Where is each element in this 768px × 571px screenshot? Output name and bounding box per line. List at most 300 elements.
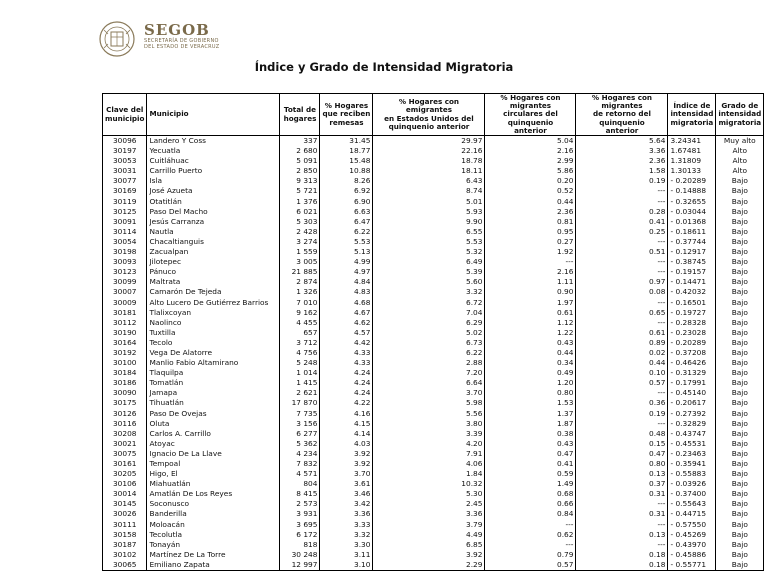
cell-remesas: 4.03 (320, 439, 373, 449)
cell-total: 1 376 (280, 197, 320, 207)
cell-emigrantes: 5.53 (373, 237, 485, 247)
cell-grado: Bajo (716, 388, 764, 398)
table-row (103, 368, 764, 378)
header-line: % Hogares con emigrantes (398, 97, 460, 115)
cell-clave: 30145 (103, 499, 147, 509)
table-row (103, 520, 764, 530)
cell-indice: - 0.32829 (668, 419, 716, 429)
cell-total: 5 721 (280, 186, 320, 196)
cell-total: 7 010 (280, 298, 320, 308)
cell-clave: 30169 (103, 186, 147, 196)
cell-grado: Bajo (716, 520, 764, 530)
cell-total: 2 573 (280, 499, 320, 509)
cell-circulares: 1.11 (485, 277, 576, 287)
cell-grado: Bajo (716, 277, 764, 287)
cell-remesas: 4.84 (320, 277, 373, 287)
cell-emigrantes: 6.85 (373, 540, 485, 550)
cell-grado: Bajo (716, 338, 764, 348)
cell-grado: Bajo (716, 257, 764, 267)
cell-indice: - 0.17991 (668, 378, 716, 388)
cell-retorno: --- (576, 540, 668, 550)
cell-remesas: 31.45 (320, 136, 373, 147)
cell-emigrantes: 6.72 (373, 298, 485, 308)
cell-retorno: 0.57 (576, 378, 668, 388)
cell-total: 2 621 (280, 388, 320, 398)
table-row (103, 348, 764, 358)
cell-grado: Bajo (716, 186, 764, 196)
cell-indice: - 0.44715 (668, 509, 716, 519)
table-row (103, 469, 764, 479)
header-line: intensidad (718, 109, 762, 119)
cell-circulares: 0.41 (485, 459, 576, 469)
cell-retorno: 2.36 (576, 156, 668, 166)
cell-total: 2 850 (280, 166, 320, 176)
header-line: intensidad (670, 109, 714, 119)
cell-indice: - 0.43970 (668, 540, 716, 550)
cell-emigrantes: 6.29 (373, 318, 485, 328)
cell-retorno: 0.31 (576, 509, 668, 519)
cell-clave: 30164 (103, 338, 147, 348)
cell-circulares: --- (485, 540, 576, 550)
table-row (103, 247, 764, 257)
table-row (103, 479, 764, 489)
cell-retorno: 0.89 (576, 338, 668, 348)
cell-clave: 30021 (103, 439, 147, 449)
cell-emigrantes: 3.36 (373, 509, 485, 519)
table-header-row (103, 94, 764, 136)
cell-grado: Bajo (716, 298, 764, 308)
cell-emigrantes: 6.49 (373, 257, 485, 267)
cell-municipio: Tecolutla (147, 530, 280, 540)
cell-municipio: Naolinco (147, 318, 280, 328)
migration-table (102, 93, 764, 571)
cell-municipio: José Azueta (147, 186, 280, 196)
cell-clave: 30053 (103, 156, 147, 166)
table-row (103, 540, 764, 550)
cell-circulares: --- (485, 257, 576, 267)
cell-municipio: Tempoal (147, 459, 280, 469)
cell-indice: - 0.38745 (668, 257, 716, 267)
table-row (103, 308, 764, 318)
cell-circulares: 5.04 (485, 136, 576, 147)
cell-circulares: 0.43 (485, 338, 576, 348)
cell-municipio: Yecuatla (147, 146, 280, 156)
cell-circulares: 1.87 (485, 419, 576, 429)
cell-grado: Bajo (716, 499, 764, 509)
cell-retorno: 0.19 (576, 176, 668, 186)
cell-clave: 30007 (103, 287, 147, 297)
cell-total: 804 (280, 479, 320, 489)
cell-indice: - 0.14888 (668, 186, 716, 196)
cell-circulares: 0.90 (485, 287, 576, 297)
cell-remesas: 4.14 (320, 429, 373, 439)
cell-grado: Bajo (716, 217, 764, 227)
cell-retorno: 0.36 (576, 398, 668, 408)
cell-emigrantes: 5.02 (373, 328, 485, 338)
cell-retorno: 0.97 (576, 277, 668, 287)
cell-circulares: 0.44 (485, 197, 576, 207)
table-row (103, 207, 764, 217)
table-row (103, 550, 764, 560)
cell-grado: Bajo (716, 459, 764, 469)
cell-clave: 30208 (103, 429, 147, 439)
cell-circulares: 0.68 (485, 489, 576, 499)
cell-grado: Bajo (716, 176, 764, 186)
cell-emigrantes: 2.29 (373, 560, 485, 571)
cell-remesas: 4.68 (320, 298, 373, 308)
cell-total: 12 997 (280, 560, 320, 571)
cell-indice: - 0.01368 (668, 217, 716, 227)
cell-circulares: 0.84 (485, 509, 576, 519)
cell-clave: 30181 (103, 308, 147, 318)
cell-municipio: Soconusco (147, 499, 280, 509)
cell-circulares: 0.79 (485, 550, 576, 560)
cell-grado: Bajo (716, 358, 764, 368)
cell-grado: Bajo (716, 509, 764, 519)
cell-total: 7 735 (280, 409, 320, 419)
cell-grado: Bajo (716, 267, 764, 277)
cell-clave: 30100 (103, 358, 147, 368)
header-line: Municipio (149, 109, 189, 119)
cell-retorno: 0.47 (576, 449, 668, 459)
cell-remesas: 3.33 (320, 520, 373, 530)
cell-municipio: Alto Lucero De Gutiérrez Barrios (147, 298, 280, 308)
header-line: de retorno del quinquenio (593, 109, 651, 127)
cell-total: 4 455 (280, 318, 320, 328)
cell-indice: - 0.37400 (668, 489, 716, 499)
cell-clave: 30192 (103, 348, 147, 358)
table-body (103, 136, 764, 571)
cell-emigrantes: 5.39 (373, 267, 485, 277)
table-row (103, 257, 764, 267)
col-grado (716, 94, 764, 136)
cell-circulares: 2.99 (485, 156, 576, 166)
cell-clave: 30075 (103, 449, 147, 459)
header-line: Grado de (721, 101, 759, 111)
col-indice (668, 94, 716, 136)
cell-total: 5 091 (280, 156, 320, 166)
cell-indice: - 0.19157 (668, 267, 716, 277)
cell-remesas: 4.16 (320, 409, 373, 419)
cell-emigrantes: 1.84 (373, 469, 485, 479)
cell-emigrantes: 6.73 (373, 338, 485, 348)
cell-indice: - 0.45531 (668, 439, 716, 449)
cell-circulares: 0.43 (485, 439, 576, 449)
cell-retorno: 0.08 (576, 287, 668, 297)
cell-grado: Bajo (716, 318, 764, 328)
cell-clave: 30077 (103, 176, 147, 186)
header-line: migratoria (718, 117, 762, 127)
cell-circulares: 1.49 (485, 479, 576, 489)
cell-circulares: 0.81 (485, 217, 576, 227)
cell-clave: 30102 (103, 550, 147, 560)
cell-clave: 30014 (103, 489, 147, 499)
cell-grado: Bajo (716, 439, 764, 449)
table-row (103, 166, 764, 176)
cell-total: 7 832 (280, 459, 320, 469)
cell-circulares: 0.47 (485, 449, 576, 459)
cell-grado: Bajo (716, 560, 764, 571)
cell-circulares: 0.80 (485, 388, 576, 398)
cell-grado: Bajo (716, 328, 764, 338)
cell-municipio: Atoyac (147, 439, 280, 449)
cell-remesas: 4.42 (320, 338, 373, 348)
cell-retorno: 0.13 (576, 469, 668, 479)
cell-emigrantes: 5.30 (373, 489, 485, 499)
cell-total: 21 885 (280, 267, 320, 277)
cell-clave: 30125 (103, 207, 147, 217)
header-line: circulares del quinquenio (503, 109, 558, 127)
cell-total: 6 277 (280, 429, 320, 439)
cell-municipio: Tlalixcoyan (147, 308, 280, 318)
cell-municipio: Paso De Ovejas (147, 409, 280, 419)
cell-municipio: Jilotepec (147, 257, 280, 267)
cell-retorno: 0.15 (576, 439, 668, 449)
cell-retorno: --- (576, 237, 668, 247)
cell-circulares: 1.92 (485, 247, 576, 257)
cell-retorno: 0.28 (576, 207, 668, 217)
cell-municipio: Tonayán (147, 540, 280, 550)
cell-circulares: 0.66 (485, 499, 576, 509)
table-row (103, 136, 764, 147)
cell-retorno: 0.19 (576, 409, 668, 419)
cell-retorno: 0.02 (576, 348, 668, 358)
cell-municipio: Emiliano Zapata (147, 560, 280, 571)
cell-emigrantes: 4.06 (373, 459, 485, 469)
col-municipio (147, 94, 280, 136)
cell-municipio: Carlos A. Carrillo (147, 429, 280, 439)
cell-retorno: 0.13 (576, 530, 668, 540)
cell-grado: Bajo (716, 197, 764, 207)
logo-subtitle-1: SECRETARÍA DE GOBIERNO (144, 38, 219, 44)
cell-municipio: Amatlán De Los Reyes (147, 489, 280, 499)
cell-indice: - 0.45140 (668, 388, 716, 398)
table-row (103, 429, 764, 439)
cell-indice: - 0.27392 (668, 409, 716, 419)
cell-emigrantes: 18.11 (373, 166, 485, 176)
cell-clave: 30106 (103, 479, 147, 489)
cell-clave: 30111 (103, 520, 147, 530)
cell-clave: 30031 (103, 166, 147, 176)
cell-grado: Bajo (716, 530, 764, 540)
cell-indice: - 0.18611 (668, 227, 716, 237)
header-line: % Hogares (324, 101, 369, 111)
cell-grado: Bajo (716, 489, 764, 499)
cell-circulares: 0.95 (485, 227, 576, 237)
cell-retorno: 0.10 (576, 368, 668, 378)
table-row (103, 499, 764, 509)
table-row (103, 409, 764, 419)
cell-remesas: 4.99 (320, 257, 373, 267)
state-seal-icon (98, 20, 136, 58)
cell-retorno: 0.37 (576, 479, 668, 489)
header-line: quinquenio anterior (388, 121, 470, 131)
table-row (103, 530, 764, 540)
col-emigrantes (373, 94, 485, 136)
cell-remesas: 3.42 (320, 499, 373, 509)
cell-circulares: 5.86 (485, 166, 576, 176)
cell-grado: Bajo (716, 348, 764, 358)
cell-remesas: 4.24 (320, 388, 373, 398)
header-line: Total de (283, 105, 317, 115)
cell-circulares: 1.53 (485, 398, 576, 408)
cell-grado: Bajo (716, 479, 764, 489)
cell-total: 1 326 (280, 287, 320, 297)
table-row (103, 318, 764, 328)
cell-municipio: Ignacio De La Llave (147, 449, 280, 459)
cell-clave: 30065 (103, 560, 147, 571)
cell-retorno: --- (576, 419, 668, 429)
cell-total: 6 021 (280, 207, 320, 217)
cell-total: 30 248 (280, 550, 320, 560)
cell-grado: Muy alto (716, 136, 764, 147)
cell-total: 5 362 (280, 439, 320, 449)
cell-emigrantes: 6.64 (373, 378, 485, 388)
cell-total: 9 162 (280, 308, 320, 318)
table-row (103, 197, 764, 207)
cell-indice: - 0.20289 (668, 176, 716, 186)
cell-grado: Bajo (716, 378, 764, 388)
cell-municipio: Jamapa (147, 388, 280, 398)
cell-remesas: 8.26 (320, 176, 373, 186)
cell-emigrantes: 5.93 (373, 207, 485, 217)
cell-remesas: 4.15 (320, 419, 373, 429)
cell-grado: Bajo (716, 247, 764, 257)
cell-indice: - 0.46426 (668, 358, 716, 368)
cell-total: 5 248 (280, 358, 320, 368)
cell-total: 1 415 (280, 378, 320, 388)
cell-emigrantes: 8.74 (373, 186, 485, 196)
cell-retorno: 0.80 (576, 459, 668, 469)
cell-total: 17 870 (280, 398, 320, 408)
cell-municipio: Higo, El (147, 469, 280, 479)
col-total-hogares (280, 94, 320, 136)
cell-indice: - 0.55643 (668, 499, 716, 509)
cell-emigrantes: 6.43 (373, 176, 485, 186)
cell-clave: 30009 (103, 298, 147, 308)
header-line: Índice de (673, 101, 711, 111)
cell-remesas: 5.53 (320, 237, 373, 247)
cell-grado: Bajo (716, 368, 764, 378)
cell-clave: 30026 (103, 509, 147, 519)
cell-remesas: 5.13 (320, 247, 373, 257)
col-retorno (576, 94, 668, 136)
header-line: que reciben (322, 109, 371, 119)
cell-municipio: Cuitláhuac (147, 156, 280, 166)
cell-retorno: --- (576, 186, 668, 196)
cell-municipio: Landero Y Coss (147, 136, 280, 147)
cell-clave: 30116 (103, 419, 147, 429)
cell-grado: Bajo (716, 409, 764, 419)
cell-indice: - 0.31329 (668, 368, 716, 378)
cell-circulares: 1.37 (485, 409, 576, 419)
cell-municipio: Miahuatlán (147, 479, 280, 489)
logo-word: SEGOB (144, 21, 210, 39)
cell-total: 6 172 (280, 530, 320, 540)
cell-municipio: Vega De Alatorre (147, 348, 280, 358)
cell-clave: 30054 (103, 237, 147, 247)
cell-municipio: Carrillo Puerto (147, 166, 280, 176)
table-row (103, 237, 764, 247)
cell-circulares: 2.16 (485, 146, 576, 156)
cell-circulares: 1.20 (485, 378, 576, 388)
cell-circulares: 0.52 (485, 186, 576, 196)
cell-total: 657 (280, 328, 320, 338)
cell-grado: Alto (716, 156, 764, 166)
cell-clave: 30158 (103, 530, 147, 540)
cell-indice: 1.30133 (668, 166, 716, 176)
cell-remesas: 6.47 (320, 217, 373, 227)
cell-clave: 30186 (103, 378, 147, 388)
cell-total: 3 274 (280, 237, 320, 247)
table-row (103, 398, 764, 408)
cell-municipio: Paso Del Macho (147, 207, 280, 217)
cell-remesas: 3.92 (320, 459, 373, 469)
cell-retorno: --- (576, 197, 668, 207)
cell-clave: 30091 (103, 217, 147, 227)
cell-total: 2 874 (280, 277, 320, 287)
cell-retorno: --- (576, 388, 668, 398)
cell-total: 3 712 (280, 338, 320, 348)
cell-grado: Bajo (716, 308, 764, 318)
cell-emigrantes: 10.32 (373, 479, 485, 489)
table-row (103, 358, 764, 368)
cell-remesas: 3.10 (320, 560, 373, 571)
cell-emigrantes: 5.01 (373, 197, 485, 207)
cell-remesas: 4.62 (320, 318, 373, 328)
header-line: % Hogares con migrantes (500, 93, 561, 111)
logo-subtitle-2: DEL ESTADO DE VERACRUZ (144, 44, 220, 50)
header (98, 20, 318, 60)
table-row (103, 186, 764, 196)
cell-circulares: 0.38 (485, 429, 576, 439)
cell-emigrantes: 3.92 (373, 550, 485, 560)
cell-emigrantes: 18.78 (373, 156, 485, 166)
cell-municipio: Isla (147, 176, 280, 186)
cell-circulares: 2.36 (485, 207, 576, 217)
cell-retorno: --- (576, 298, 668, 308)
cell-remesas: 3.92 (320, 449, 373, 459)
header-line: anterior (605, 125, 639, 135)
cell-grado: Bajo (716, 469, 764, 479)
table-row (103, 459, 764, 469)
cell-municipio: Otatitlán (147, 197, 280, 207)
cell-retorno: 0.61 (576, 328, 668, 338)
cell-remesas: 4.67 (320, 308, 373, 318)
cell-emigrantes: 29.97 (373, 136, 485, 147)
cell-indice: - 0.19727 (668, 308, 716, 318)
cell-emigrantes: 7.04 (373, 308, 485, 318)
cell-indice: - 0.03044 (668, 207, 716, 217)
cell-clave: 30198 (103, 247, 147, 257)
cell-circulares: 0.59 (485, 469, 576, 479)
logo (144, 22, 220, 50)
cell-municipio: Oluta (147, 419, 280, 429)
cell-total: 337 (280, 136, 320, 147)
table-row (103, 176, 764, 186)
cell-indice: - 0.55883 (668, 469, 716, 479)
cell-total: 4 756 (280, 348, 320, 358)
table-row (103, 156, 764, 166)
table-row (103, 217, 764, 227)
cell-remesas: 6.90 (320, 197, 373, 207)
table-row (103, 287, 764, 297)
cell-emigrantes: 5.98 (373, 398, 485, 408)
cell-retorno: 0.44 (576, 358, 668, 368)
cell-indice: - 0.23028 (668, 328, 716, 338)
cell-municipio: Maltrata (147, 277, 280, 287)
cell-circulares: 0.49 (485, 368, 576, 378)
